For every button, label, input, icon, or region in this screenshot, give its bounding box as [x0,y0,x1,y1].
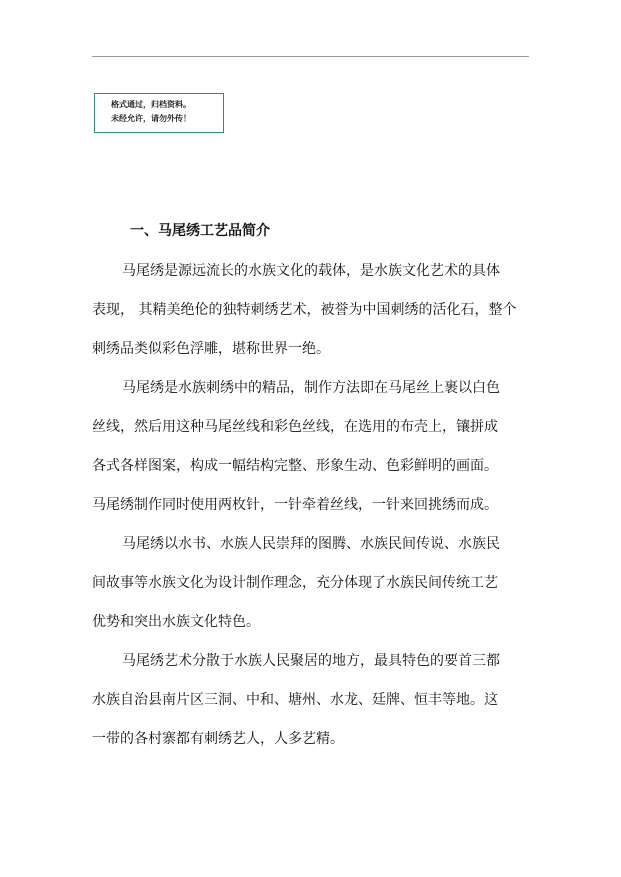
paragraph-line: 一带的各村寨都有刺绣艺人，人多艺精。 [92,731,344,747]
header-rule [92,56,529,57]
paragraph-line: 马尾绣以水书、水族人民崇拜的图腾、水族民间传说、水族民 [122,536,500,552]
paragraph-line: 刺绣品类似彩色浮雕，堪称世界一绝。 [92,341,330,357]
body-content [92,252,530,759]
paragraph-line: 马尾绣艺术分散于水族人民聚居的地方，最具特色的要首三都 [122,653,500,669]
paragraph-line: 丝线，然后用这种马尾丝线和彩色丝线，在选用的布壳上，镶拼成 [92,419,498,435]
section-heading: 一、马尾绣工艺品简介 [130,223,270,239]
paragraph-line: 马尾绣是源远流长的水族文化的载体，是水族文化艺术的具体 [122,263,500,279]
paragraph-1 [92,252,530,369]
notice-line-1: 格式通过，归档资料。 [111,100,191,109]
paragraph-line: 表现， 其精美绝伦的独特刺绣艺术，被誉为中国刺绣的活化石，整个 [92,302,517,318]
paragraph-line: 马尾绣是水族刺绣中的精品，制作方法即在马尾丝上裹以白色 [122,380,500,396]
paragraph-line: 马尾绣制作同时使用两枚针，一针牵着丝线，一针来回挑绣而成。 [92,497,498,513]
paragraph-line: 间故事等水族文化为设计制作理念，充分体现了水族民间传统工艺 [92,575,498,591]
notice-box [94,93,224,133]
notice-line-2: 未经允许，请勿外传！ [111,114,191,123]
paragraph-2 [92,369,530,525]
paragraph-line: 水族自治县南片区三洞、中和、塘州、水龙、廷牌、恒丰等地。这 [92,692,498,708]
paragraph-line: 优势和突出水族文化特色。 [92,614,260,630]
paragraph-3 [92,525,530,642]
paragraph-line: 各式各样图案，构成一幅结构完整、形象生动、色彩鲜明的画面。 [92,458,498,474]
paragraph-4 [92,642,530,759]
